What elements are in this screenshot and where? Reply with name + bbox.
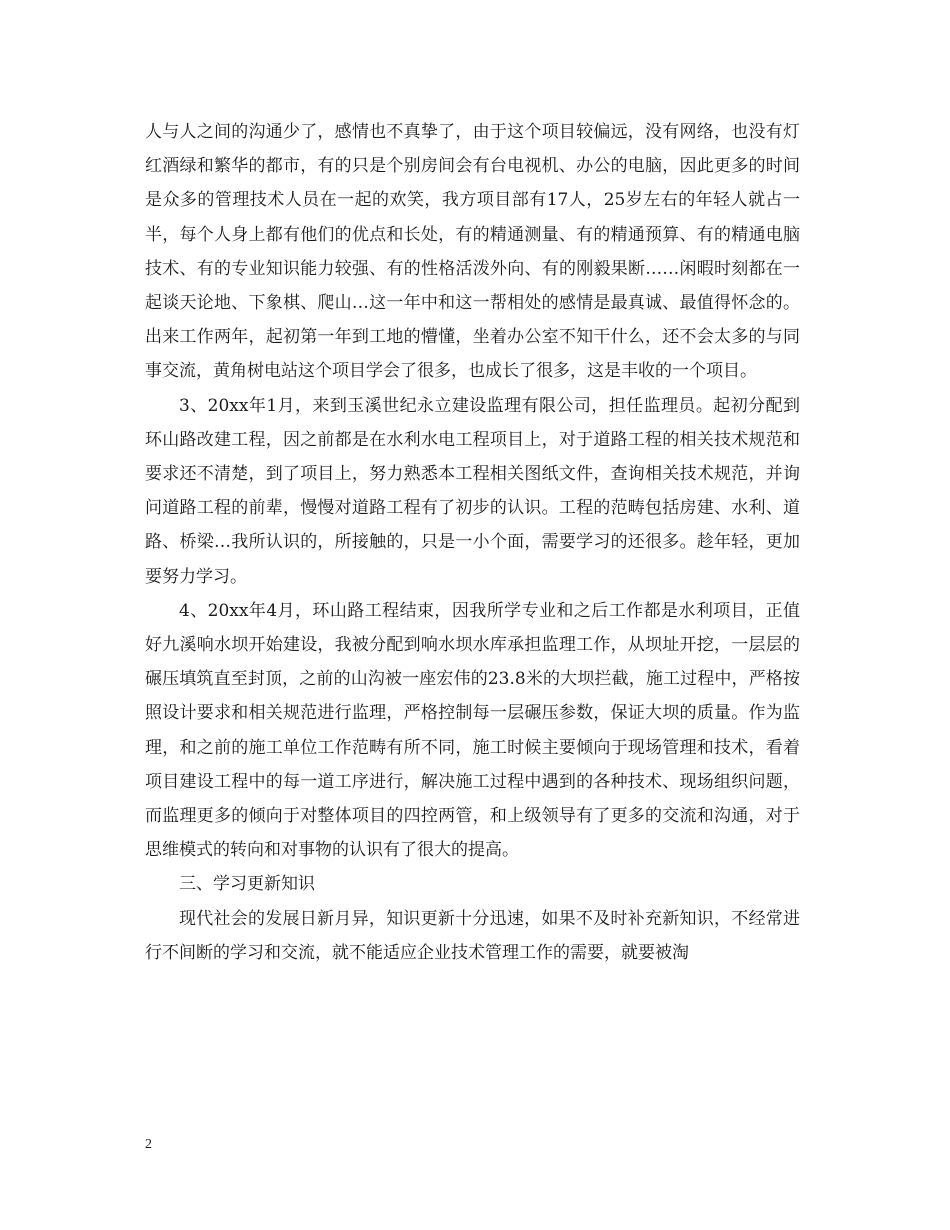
page-number: 2 (145, 1137, 152, 1152)
paragraph-item-4: 4、20xx年4月，环山路工程结束，因我所学专业和之后工作都是水利项目，正值好九溪响水坝开始建设，我被分配到响水坝水库承担监理工作，从坝址开挖，一层层的碾压填筑直至封顶，之前的山沟被一座宏伟的23.8米的大坝拦截，施工过程中，严格按照设计要求和相关规范进行监理，严格控制每一层碾压参数，保证大坝的质量。作为监理，和之前的施工单位工作范畴有所不同，施工时候主要倾向于现场管理和技术，看着项目建设工程中的每一道工序进行，解决施工过程中遇到的各种技术、现场组织问题，而监理更多的倾向于对整体项目的四控两管，和上级领导有了更多的交流和沟通，对于思维模式的转向和对事物的认识有了很大的提高。 (145, 600, 800, 861)
section-heading-learning: 三、学习更新知识 (179, 874, 315, 895)
document-body (145, 115, 800, 970)
paragraph-item-3: 3、20xx年1月，来到玉溪世纪永立建设监理有限公司，担任监理员。起初分配到环山路改建工程，因之前都是在水利水电工程项目上，对于道路工程的相关技术规范和要求还不清楚，到了项目上，努力熟悉本工程相关图纸文件，查询相关技术规范，并询问道路工程的前辈，慢慢对道路工程有了初步的认识。工程的范畴包括房建、水利、道路、桥梁…我所认识的，所接触的，只是一小个面，需要学习的还很多。趁年轻，更加要努力学习。 (145, 395, 800, 587)
paragraph-continuation: 人与人之间的沟通少了，感情也不真挚了，由于这个项目较偏远，没有网络，也没有灯红酒绿和繁华的都市，有的只是个别房间会有台电视机、办公的电脑，因此更多的时间是众多的管理技术人员在一起的欢笑，我方项目部有17人，25岁左右的年轻人就占一半，每个人身上都有他们的优点和长处，有的精通测量、有的精通预算、有的精通电脑技术、有的专业知识能力较强、有的性格活泼外向、有的刚毅果断……闲暇时刻都在一起谈天论地、下象棋、爬山…这一年中和这一帮相处的感情是最真诚、最值得怀念的。出来工作两年，起初第一年到工地的懵懂，坐着办公室不知干什么，还不会太多的与同事交流，黄角树电站这个项目学会了很多，也成长了很多，这是丰收的一个项目。 (145, 122, 800, 382)
paragraph-learning: 现代社会的发展日新月异，知识更新十分迅速，如果不及时补充新知识，不经常进行不间断的学习和交流，就不能适应企业技术管理工作的需要，就要被淘 (145, 908, 800, 963)
